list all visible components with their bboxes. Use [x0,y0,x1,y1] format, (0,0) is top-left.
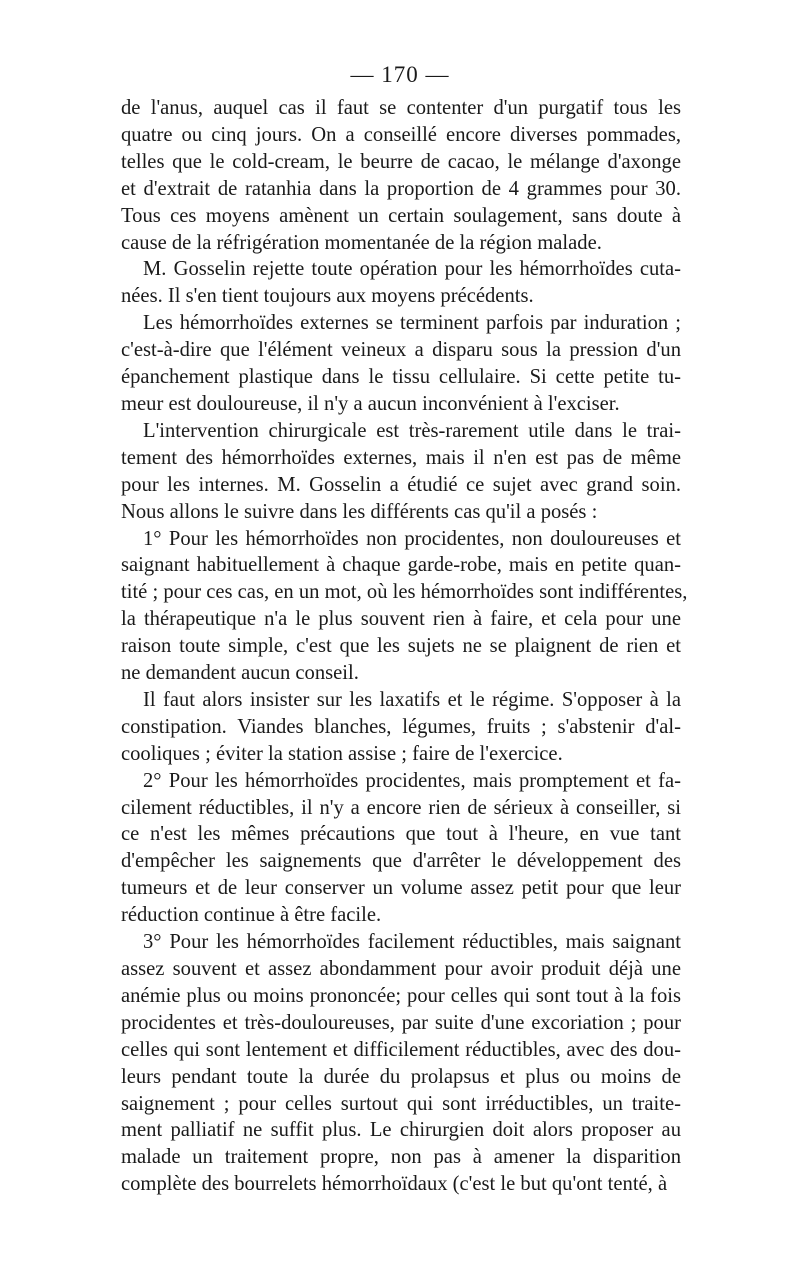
text-line: procidentes et très-douloureuses, par suite d'une excoriation ; pour [121,1011,681,1034]
text-line: ment palliatif ne suffit plus. Le chirurgien doit alors proposer au [121,1119,681,1142]
text-line: tement des hémorrhoïdes externes, mais il n'en est pas de même [121,446,681,469]
text-line: meur est douloureuse, il n'y a aucun inconvénient à l'exciser. [121,392,620,415]
text-line: épanchement plastique dans le tissu cellulaire. Si cette petite tu- [121,366,681,389]
text-line: tumeurs et de leur conserver un volume assez petit pour que leur [121,877,681,900]
text-line: tité ; pour ces cas, en un mot, où les hémorrhoïdes sont indifférentes, [121,581,688,604]
text-line: complète des bourrelets hémorrhoïdaux (c'est le but qu'ont tenté, à [121,1173,668,1196]
paragraph [121,929,681,1198]
text-line: c'est-à-dire que l'élément veineux a disparu sous la pression d'un [121,339,681,362]
paragraph [121,526,688,687]
page-number: — 170 — [350,62,450,87]
text-line: telles que le cold-cream, le beurre de cacao, le mélange d'axonge [121,150,681,173]
text-line: 1° Pour les hémorrhoïdes non procidentes, non douloureuses et [143,527,681,550]
text-line: ce n'est les mêmes précautions que tout à l'heure, en vue tant [121,823,681,846]
text-line: cilement réductibles, il n'y a encore rien de sérieux à conseiller, si [121,796,681,819]
text-line: d'empêcher les saignements que d'arrêter le développement des [121,850,681,873]
text-line: Il faut alors insister sur les laxatifs et le régime. S'opposer à la [143,688,681,711]
text-line: quatre ou cinq jours. On a conseillé encore diverses pommades, [121,123,681,146]
text-line: Tous ces moyens amènent un certain soulagement, sans doute à [121,204,681,227]
text-line: M. Gosselin rejette toute opération pour les hémorrhoïdes cuta- [143,258,681,281]
text-line: Nous allons le suivre dans les différents cas qu'il a posés : [121,500,598,523]
text-line: et d'extrait de ratanhia dans la proportion de 4 grammes pour 30. [121,177,681,200]
paragraph [121,310,681,418]
text-line: la thérapeutique n'a le plus souvent rien à faire, et cela pour une [121,608,681,631]
text-line: constipation. Viandes blanches, légumes, fruits ; s'abstenir d'al- [121,715,681,738]
text-line: réduction continue à être facile. [121,904,382,927]
text-line: anémie plus ou moins prononcée; pour celles qui sont tout à la fois [121,984,681,1007]
text-line: 2° Pour les hémorrhoïdes procidentes, mais promptement et fa- [143,769,681,792]
text-line: malade un traitement propre, non pas à amener la disparition [121,1146,681,1169]
paragraph [121,687,681,768]
text-line: pour les internes. M. Gosselin a étudié ce sujet avec grand soin. [121,473,681,496]
text-line: saignement ; pour celles surtout qui sont irréductibles, un traite- [121,1092,681,1115]
text-line: leurs pendant toute la durée du prolapsus et plus ou moins de [121,1065,681,1088]
text-line: raison toute simple, c'est que les sujets ne se plaignent de rien et [121,635,681,658]
paragraph [121,768,681,929]
paragraph [121,95,681,256]
paragraph [121,256,681,310]
text-line: ne demandent aucun conseil. [121,662,359,685]
text-line: Les hémorrhoïdes externes se terminent parfois par induration ; [143,312,681,335]
text-line: 3° Pour les hémorrhoïdes facilement réductibles, mais saignant [143,931,681,954]
text-line: cooliques ; éviter la station assise ; faire de l'exercice. [121,742,563,765]
text-line: celles qui sont lentement et difficilement réductibles, avec des dou- [121,1038,681,1061]
text-line: de l'anus, auquel cas il faut se contenter d'un purgatif tous les [121,97,681,119]
text-line: nées. Il s'en tient toujours aux moyens précédents. [121,285,534,308]
paragraph [121,418,681,526]
page-body-text [121,95,688,1198]
text-line: L'intervention chirurgicale est très-rarement utile dans le trai- [143,419,681,442]
text-line: cause de la réfrigération momentanée de la région malade. [121,231,602,254]
text-line: saignant habituellement à chaque garde-robe, mais en petite quan- [121,554,681,577]
text-line: assez souvent et assez abondamment pour avoir produit déjà une [121,958,681,980]
